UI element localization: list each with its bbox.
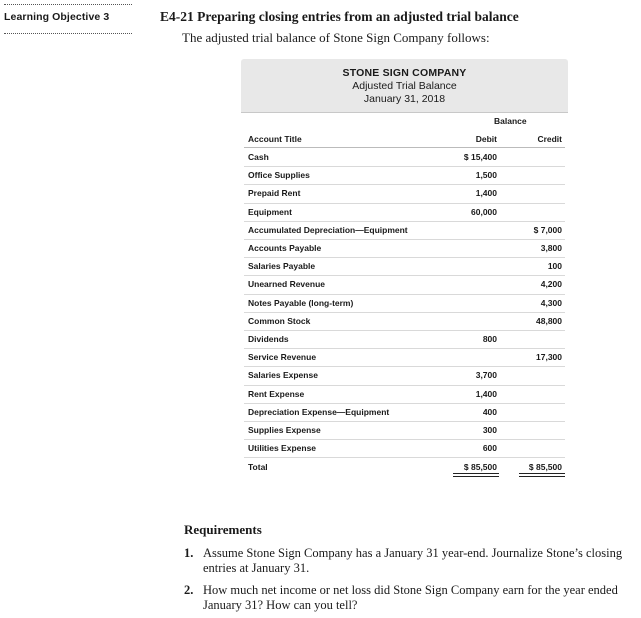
row-credit: 17,300 xyxy=(536,352,562,362)
row-debit: 1,400 xyxy=(475,188,497,198)
row-debit: 60,000 xyxy=(471,207,497,217)
divider xyxy=(244,312,565,313)
row-account: Cash xyxy=(248,152,269,162)
requirement-number: 1. xyxy=(184,546,194,560)
divider xyxy=(244,457,565,458)
requirement-item xyxy=(184,546,634,578)
row-account: Office Supplies xyxy=(248,170,310,180)
divider xyxy=(244,385,565,386)
requirement-text: Assume Stone Sign Company has a January 31 year-end. Journalize Stone’s closing entries at January 31. xyxy=(203,546,623,575)
row-account: Accounts Payable xyxy=(248,243,322,253)
row-credit: 4,300 xyxy=(540,298,562,308)
row-debit: 3,700 xyxy=(475,370,497,380)
row-account: Rent Expense xyxy=(248,389,305,399)
row-debit: 800 xyxy=(482,334,497,344)
row-credit: 3,800 xyxy=(540,243,562,253)
statement-date: January 31, 2018 xyxy=(363,93,446,105)
divider xyxy=(244,348,565,349)
divider xyxy=(244,366,565,367)
divider xyxy=(244,421,565,422)
total-credit: $ 85,500 xyxy=(528,462,562,472)
column-header-credit: Credit xyxy=(537,134,562,144)
debit-double-underline xyxy=(453,473,499,477)
divider xyxy=(244,221,565,222)
company-name: STONE SIGN COMPANY xyxy=(342,67,467,79)
row-account: Common Stock xyxy=(248,316,311,326)
row-credit: $ 7,000 xyxy=(533,225,562,235)
divider xyxy=(244,239,565,240)
row-debit: 300 xyxy=(482,425,497,435)
row-debit: 1,400 xyxy=(475,389,497,399)
divider xyxy=(244,330,565,331)
row-account: Depreciation Expense—Equipment xyxy=(248,407,390,417)
row-credit: 4,200 xyxy=(540,279,562,289)
learning-objective-label: Learning Objective 3 xyxy=(4,11,110,23)
total-debit: $ 85,500 xyxy=(463,462,497,472)
row-account: Prepaid Rent xyxy=(248,188,301,198)
divider xyxy=(244,294,565,295)
row-debit: 600 xyxy=(482,443,497,453)
row-credit: 100 xyxy=(547,261,562,271)
requirement-text: How much net income or net loss did Stone Sign Company earn for the year ended January 31? How can you tell? xyxy=(203,583,618,612)
requirement-number: 2. xyxy=(184,583,194,597)
statement-name: Adjusted Trial Balance xyxy=(352,80,457,92)
row-credit: 48,800 xyxy=(536,316,562,326)
row-account: Accumulated Depreciation—Equipment xyxy=(248,225,408,235)
balance-header: Balance xyxy=(494,116,527,126)
total-label: Total xyxy=(248,462,268,472)
trial-balance-heading xyxy=(241,67,568,106)
divider xyxy=(244,147,565,148)
column-header-debit: Debit xyxy=(475,134,497,144)
divider xyxy=(244,166,565,167)
row-account: Equipment xyxy=(248,207,292,217)
row-debit: 400 xyxy=(482,407,497,417)
divider xyxy=(4,33,132,34)
row-account: Service Revenue xyxy=(248,352,317,362)
exercise-intro: The adjusted trial balance of Stone Sign Company follows: xyxy=(182,30,490,45)
requirement-item xyxy=(184,583,634,615)
row-debit: 1,500 xyxy=(475,170,497,180)
divider xyxy=(4,4,132,5)
row-account: Notes Payable (long-term) xyxy=(248,298,354,308)
column-header-account: Account Title xyxy=(248,134,302,144)
row-account: Salaries Payable xyxy=(248,261,316,271)
learning-objective-tag xyxy=(4,0,132,34)
row-debit: $ 15,400 xyxy=(463,152,497,162)
row-account: Supplies Expense xyxy=(248,425,321,435)
divider xyxy=(244,203,565,204)
row-account: Dividends xyxy=(248,334,289,344)
requirements-title: Requirements xyxy=(184,522,262,537)
credit-double-underline xyxy=(519,473,565,477)
row-account: Utilities Expense xyxy=(248,443,317,453)
divider xyxy=(244,257,565,258)
divider xyxy=(244,403,565,404)
divider xyxy=(244,275,565,276)
divider xyxy=(241,112,568,113)
row-account: Unearned Revenue xyxy=(248,279,325,289)
exercise-title: E4-21 Preparing closing entries from an adjusted trial balance xyxy=(160,9,519,24)
divider xyxy=(244,184,565,185)
divider xyxy=(244,439,565,440)
row-account: Salaries Expense xyxy=(248,370,318,380)
